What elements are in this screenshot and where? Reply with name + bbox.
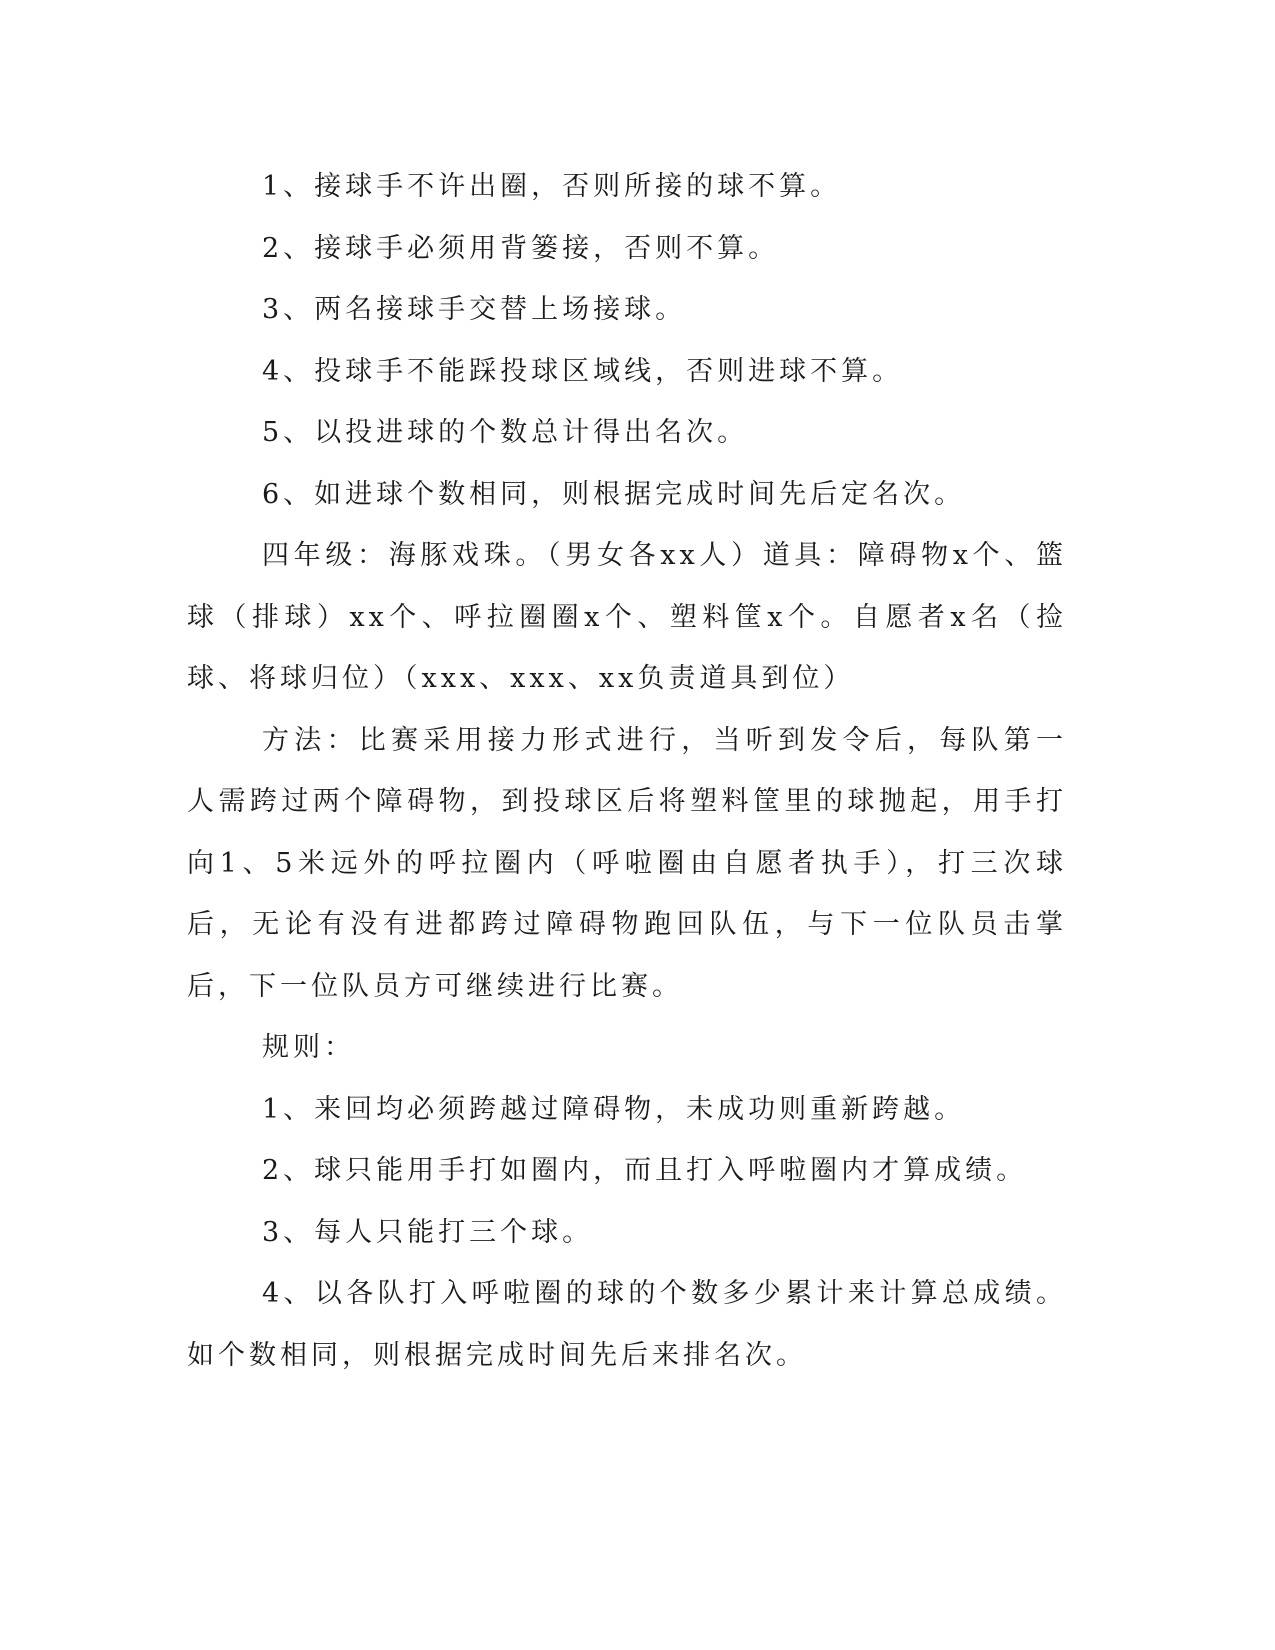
rules-heading: 规则： xyxy=(262,1032,355,1063)
rule-cross-obstacles: 1、来回均必须跨越过障碍物，未成功则重新跨越。 xyxy=(262,1093,966,1125)
grade-four-method: 方法：比赛采用接力形式进行，当听到发令后，每队第一人需跨过两个障碍物，到投球区后将塑料筐里的球抛起，用手打向1、5米远外的呼拉圈内（呼啦圈由自愿者执手），打三次球后，无论有没有进都跨过障碍物跑回队伍，与下一位队员击掌后，下一位队员方可继续进行比赛。 xyxy=(187,724,1067,1002)
rule-catcher-use-basket: 2、接球手必须用背篓接，否则不算。 xyxy=(262,232,780,264)
grade-four-event-intro: 四年级：海豚戏珠。（男女各xx人）道具：障碍物x个、篮球（排球）xx个、呼拉圈圈x个、塑料筐x个。自愿者x名（捡球、将球归位）（xxx、xxx、xx负责道具到位） xyxy=(187,540,1067,694)
rule-total-score: 4、以各队打入呼啦圈的球的个数多少累计来计算总成绩。如个数相同，则根据完成时间先后来排名次。 xyxy=(187,1278,1067,1371)
rule-hit-by-hand: 2、球只能用手打如圈内，而且打入呼啦圈内才算成绩。 xyxy=(262,1155,1028,1186)
rule-three-balls: 3、每人只能打三个球。 xyxy=(262,1216,594,1248)
rule-ranking-by-count: 5、以投进球的个数总计得出名次。 xyxy=(262,417,749,448)
document-body xyxy=(187,156,1067,1386)
rule-catchers-alternate: 3、两名接球手交替上场接球。 xyxy=(262,294,687,325)
rule-tie-break: 6、如进球个数相同，则根据完成时间先后定名次。 xyxy=(262,478,966,510)
rule-catcher-stay-in-circle: 1、接球手不许出圈，否则所接的球不算。 xyxy=(262,171,842,202)
rule-thrower-line: 4、投球手不能踩投球区域线，否则进球不算。 xyxy=(262,355,904,387)
